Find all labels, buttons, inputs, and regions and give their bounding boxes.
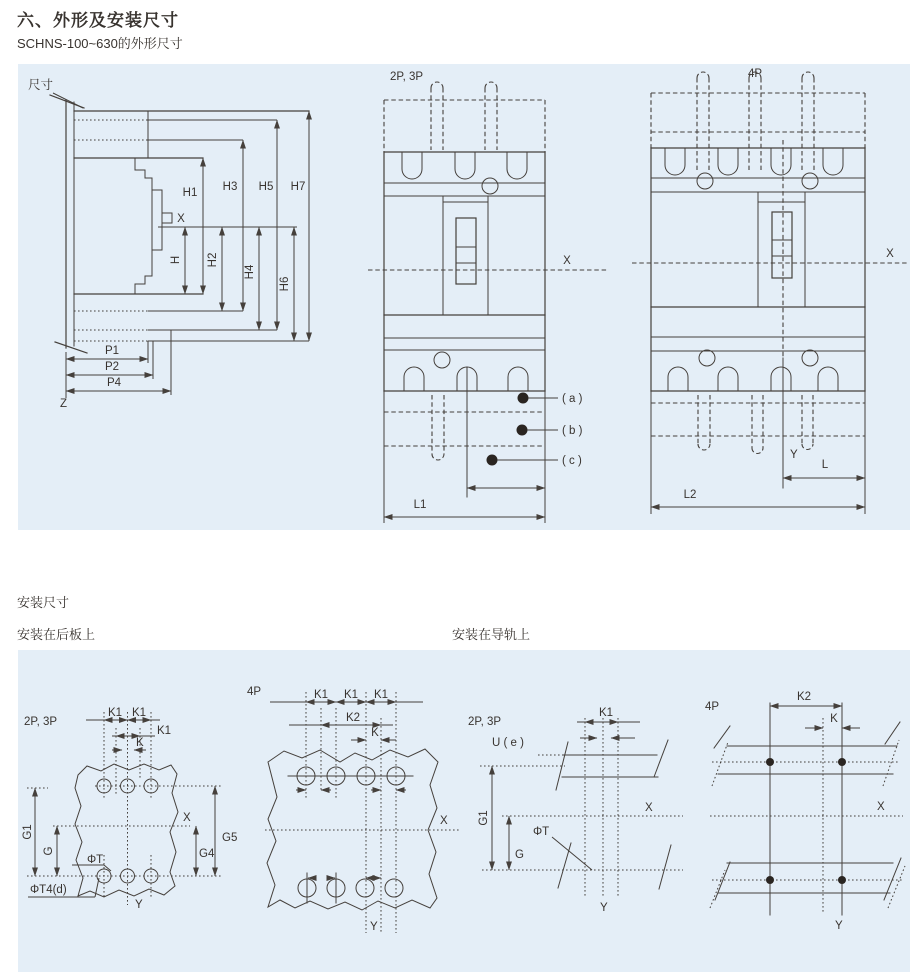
backplate-2p3p-axis-x-label: X [183,812,191,824]
dim-label-k-rail: K [830,713,838,725]
front-view-2p3p [368,71,608,523]
side-view-corner-label: 尺寸 [28,78,54,92]
front-4p-axis-x-label: X [886,248,894,260]
dim-label-h: H [170,255,182,265]
rail-4p-axis-y-label: Y [835,920,843,932]
outline-dimensions-drawing [18,64,910,530]
dim-label-k1a-4p: K1 [313,689,329,701]
callout-b-label: ( b ) [562,425,583,437]
side-view-diagram [28,77,309,410]
dim-label-p4: P4 [106,377,122,389]
dim-label-k2-rail: K2 [796,691,812,703]
caption-rail-mount: 安装在导轨上 [452,627,531,642]
dim-label-l2: L2 [683,489,697,501]
rail-2p3p-phi-t-label: ΦT [533,826,550,838]
dim-label-l: L [821,459,829,471]
dim-label-k1c: K1 [157,725,172,737]
rail-4p-axis-x-label: X [877,801,885,813]
dim-label-h7: H7 [290,181,306,193]
page-subtitle: SCHNS-100~630的外形尺寸 [17,36,183,51]
dim-label-p1: P1 [104,345,120,357]
dim-label-k2-4p: K2 [345,712,361,724]
dim-label-h6: H6 [279,276,291,292]
front-2p3p-axis-x-label: X [563,255,571,267]
caption-backplate-mount: 安装在后板上 [17,627,96,642]
front-view-4p [632,68,908,514]
page-title: 六、外形及安装尺寸 [17,11,179,30]
dim-label-l1: L1 [413,499,427,511]
dim-label-p2: P2 [104,361,120,373]
dim-label-h2: H2 [207,252,219,268]
backplate-4p-title: 4P [247,686,262,698]
dim-label-g-rail: G [515,849,524,861]
dim-label-k1b: K1 [131,707,147,719]
dim-label-g5: G5 [222,832,238,844]
dim-label-k1b-4p: K1 [343,689,359,701]
front-4p-title: 4P [747,68,763,80]
dim-label-g: G [43,846,55,856]
dim-label-g1-rail: G1 [478,810,490,826]
hole-label-phi-t: ΦT [87,854,104,866]
dim-label-k-4p: K [371,727,379,739]
section-install-dimensions: 安装尺寸 [17,595,70,610]
callout-c-label: ( c ) [562,455,582,467]
dim-label-h4: H4 [244,264,256,280]
rail-2p3p-axis-x-label: X [645,802,653,814]
rail-mount-2p3p [468,707,683,914]
dim-label-g1: G1 [22,824,34,840]
backplate-2p3p-title: 2P, 3P [24,716,58,728]
dim-label-h1: H1 [182,187,198,199]
rail-mount-4p [705,691,905,932]
dim-label-z: Z [60,398,68,410]
rail-2p3p-title: 2P, 3P [468,716,502,728]
hole-label-phi-t4: ΦT4(d) [30,884,67,896]
dim-label-g4: G4 [199,848,215,860]
outline-dimensions-panel [18,64,910,530]
backplate-4p-axis-x-label: X [440,815,448,827]
dim-label-k1a: K1 [107,707,123,719]
installation-dimensions-drawing [18,650,910,972]
dim-label-k: K [136,737,144,749]
rail-2p3p-axis-y-label: Y [600,902,608,914]
dim-label-k1c-4p: K1 [373,689,389,701]
backplate-2p3p-axis-y-label: Y [135,899,143,911]
callout-a-label: ( a ) [562,393,583,405]
backplate-mount-4p [247,686,460,933]
installation-dimensions-panel [18,650,910,972]
rail-4p-title: 4P [705,701,720,713]
dim-label-h5: H5 [258,181,274,193]
dim-label-k1-rail: K1 [598,707,614,719]
backplate-4p-axis-y-label: Y [370,921,378,933]
side-view-axis-x-label: X [177,213,185,225]
front-4p-axis-y-label: Y [790,449,798,461]
backplate-mount-2p3p [22,707,237,911]
front-2p3p-title: 2P, 3P [390,71,424,83]
rail-2p3p-u-label: U ( e ) [492,737,524,749]
dim-label-h3: H3 [222,181,238,193]
